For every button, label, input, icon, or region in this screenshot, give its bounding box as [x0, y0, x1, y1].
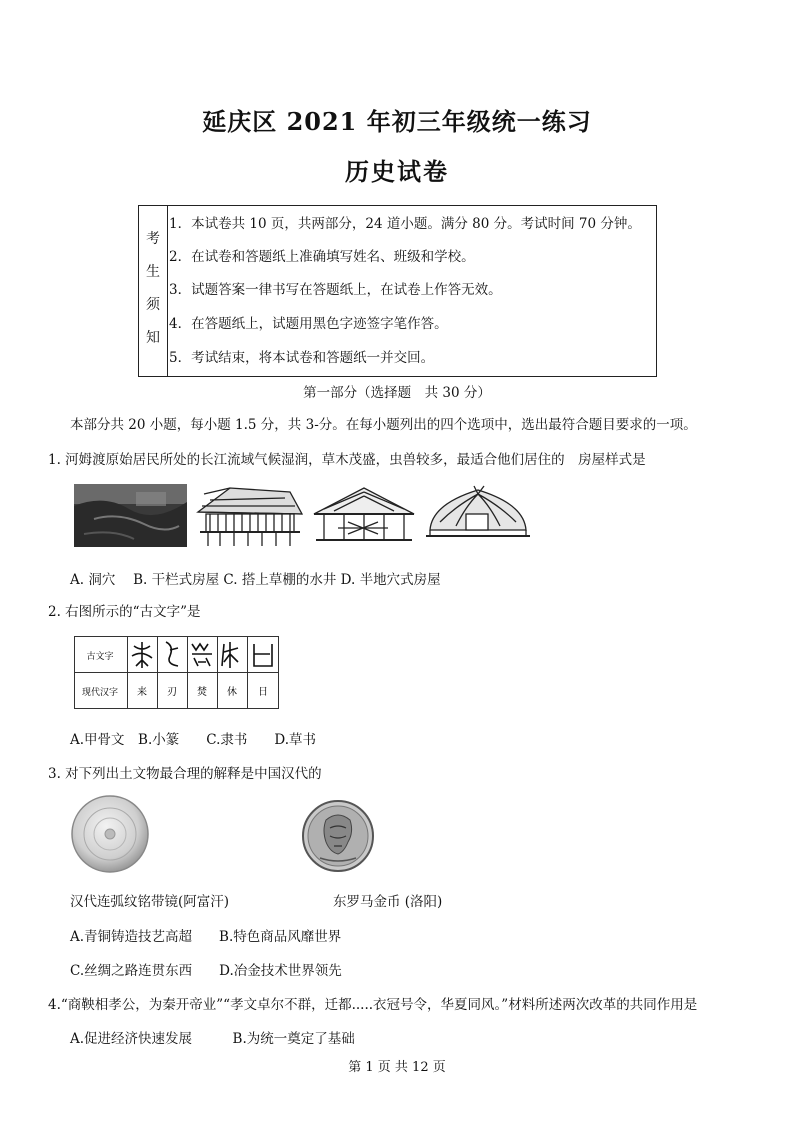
q2-stem: 2. 右图所示的“古文字”是 [48, 604, 201, 620]
roman-coin-photo [300, 798, 376, 874]
q3-caption-right: 东罗马金币 (洛阳) [333, 894, 443, 910]
page-footer: 第 1 页 共 12 页 [348, 1060, 446, 1075]
q4-options-row1: A.促进经济快速发展 B.为统一奠定了基础 [70, 1031, 355, 1047]
part1-heading: 第一部分（选择题 共 30 分） [303, 385, 491, 401]
notice-item: 5．考试结束，将本试卷和答题纸一并交回。 [169, 350, 435, 366]
q3-options-row2: C.丝绸之路连贯东西 D.冶金技术世界领先 [70, 963, 342, 979]
row-label-modern: 现代汉字 [81, 688, 119, 698]
q4-stem: 4.“商鞅相孝公，为秦开帝业”“孝文卓尔不群，迁都.....衣冠号令，华夏同风。”材料所述两次改革的共同作用是 [48, 997, 698, 1013]
notice-side-label [139, 206, 168, 376]
modern-char: 焚 [197, 687, 207, 698]
q1-stem: 1. 河姆渡原始居民所处的长江流域气候湿润，草木茂盛，虫兽较多，最适合他们居住的 房屋样式是 [48, 452, 646, 468]
q2-options: A.甲骨文 B.小篆 C.隶书 D.草书 [70, 732, 317, 748]
modern-char: 来 [137, 687, 147, 698]
q3-options-row1: A.青铜铸造技艺高超 B.特色商品风靡世界 [70, 929, 342, 945]
notice-side-char: 生 [146, 264, 160, 280]
semi-pit-house-drawing [426, 484, 530, 547]
exam-subtitle: 历史试卷 [345, 157, 449, 186]
modern-char: 日 [258, 687, 268, 698]
ancient-script-table [74, 636, 279, 709]
well-shed-drawing [308, 484, 420, 547]
oracle-glyphs [132, 642, 272, 668]
notice-side-char: 考 [146, 231, 160, 247]
notice-side-char: 须 [146, 297, 160, 313]
row-label-ancient: 古文字 [86, 652, 114, 662]
exam-title: 延庆区 2021 年初三年级统一练习 [202, 107, 592, 136]
modern-char: 休 [227, 687, 237, 698]
notice-item: 4．在答题纸上，试题用黑色字迹签字笔作答。 [169, 316, 448, 332]
q3-stem: 3. 对下列出土文物最合理的解释是中国汉代的 [48, 766, 322, 782]
notice-box [138, 205, 657, 377]
part1-instruction: 本部分共 20 小题，每小题 1.5 分，共 3-分。在每小题列出的四个选项中，选出最符合题目要求的一项。 [70, 417, 697, 433]
modern-char: 刃 [167, 687, 177, 698]
notice-item: 1．本试卷共 10 页，共两部分，24 道小题。满分 80 分。考试时间 70 分钟。 [169, 216, 641, 232]
notice-item: 3．试题答案一律书写在答题纸上，在试卷上作答无效。 [169, 282, 502, 298]
q1-options: A. 洞穴 B. 干栏式房屋 C. 搭上草棚的水井 D. 半地穴式房屋 [70, 572, 441, 588]
q3-caption-left: 汉代连弧纹铭带镜(阿富汗) [70, 894, 230, 910]
bronze-mirror-photo [68, 792, 152, 876]
notice-item: 2．在试卷和答题纸上准确填写姓名、班级和学校。 [169, 249, 475, 265]
stilt-house-drawing [190, 484, 304, 547]
notice-side-char: 知 [146, 330, 160, 346]
cave-photo [74, 484, 187, 547]
